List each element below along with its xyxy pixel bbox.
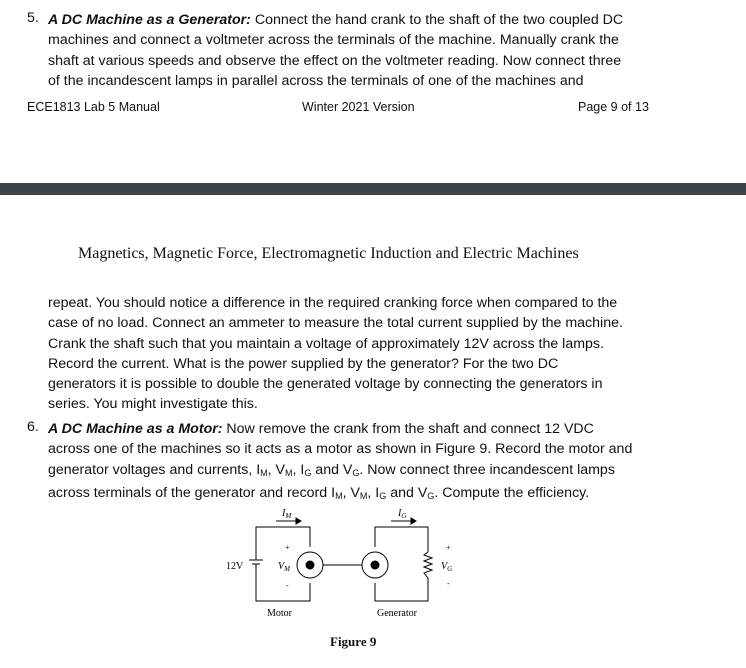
item-5-title: A DC Machine as a Generator: xyxy=(48,12,251,28)
generator-wire xyxy=(375,527,428,552)
item-6-line: across one of the machines so it acts as a motor as shown in Figure 9. Record the motor and xyxy=(48,441,633,458)
item-5-number: 5. xyxy=(27,10,39,26)
label-v-g: $V_G$ xyxy=(441,561,453,573)
generator-rotor xyxy=(371,561,379,569)
label-i-g: $I_G$ xyxy=(398,508,407,520)
item-5-cont-line: generators it is possible to double the generated voltage by connecting the generators in xyxy=(48,376,603,393)
label-generator: Generator xyxy=(377,608,417,619)
item-5-cont-line: case of no load. Connect an ammeter to measure the total current supplied by the machine. xyxy=(48,315,623,332)
label-minus-g: - xyxy=(447,579,450,588)
label-plus-g: + xyxy=(446,543,451,552)
motor-wire xyxy=(256,527,310,547)
label-source: 12V xyxy=(226,561,244,572)
header-center: Winter 2021 Version xyxy=(302,100,415,114)
item-5-line: shaft at various speeds and observe the effect on the voltmeter reading. Now connect three xyxy=(48,52,622,69)
item-6-title: A DC Machine as a Motor: xyxy=(48,421,223,437)
item-5-cont-line: repeat. You should notice a difference in the required cranking force when compared to the xyxy=(48,295,618,311)
label-plus-m: + xyxy=(285,543,290,552)
item-6-line: across terminals of the generator and record $I_M$, $V_M$, $I_G$ and $V_G$. Compute the efficiency. xyxy=(48,484,590,501)
header-right: Page 9 of 13 xyxy=(578,100,649,114)
item-5-cont-line: Record the current. What is the power supplied by the generator? For the two DC xyxy=(48,355,559,372)
item-6-number: 6. xyxy=(27,419,39,435)
item-5-cont-line: Crank the shaft such that you maintain a voltage of approximately 12V across the lamps. xyxy=(48,335,604,352)
motor-rotor xyxy=(306,561,314,569)
current-arrow-g-head xyxy=(411,518,416,524)
label-i-m: $I_M$ xyxy=(282,508,292,520)
item-5-cont-line: series. You might investigate this. xyxy=(48,396,258,413)
label-motor: Motor xyxy=(267,608,292,619)
item-5-line: machines and connect a voltmeter across the terminals of the machine. Manually crank the xyxy=(48,32,619,49)
motor-wire xyxy=(256,574,310,601)
generator-wire xyxy=(375,578,428,601)
item-6-line: Now remove the crank from the shaft and connect 12 VDC xyxy=(222,421,594,437)
item-5-line: Connect the hand crank to the shaft of the two coupled DC xyxy=(250,12,624,28)
item-5-line: of the incandescent lamps in parallel across the terminals of one of the machines and xyxy=(48,72,584,89)
chapter-title: Magnetics, Magnetic Force, Electromagnetic Induction and Electric Machines xyxy=(78,245,579,262)
current-arrow-m-head xyxy=(296,518,301,524)
header-left: ECE1813 Lab 5 Manual xyxy=(27,100,160,114)
figure-caption: Figure 9 xyxy=(330,634,377,649)
item-6-line: generator voltages and currents, $I_M$, $V_M$, $I_G$ and $V_G$. Now connect three incandescent lamps xyxy=(48,461,615,478)
label-minus-m: - xyxy=(286,581,289,590)
load-resistor xyxy=(424,552,432,578)
label-v-m: $V_M$ xyxy=(278,561,290,573)
